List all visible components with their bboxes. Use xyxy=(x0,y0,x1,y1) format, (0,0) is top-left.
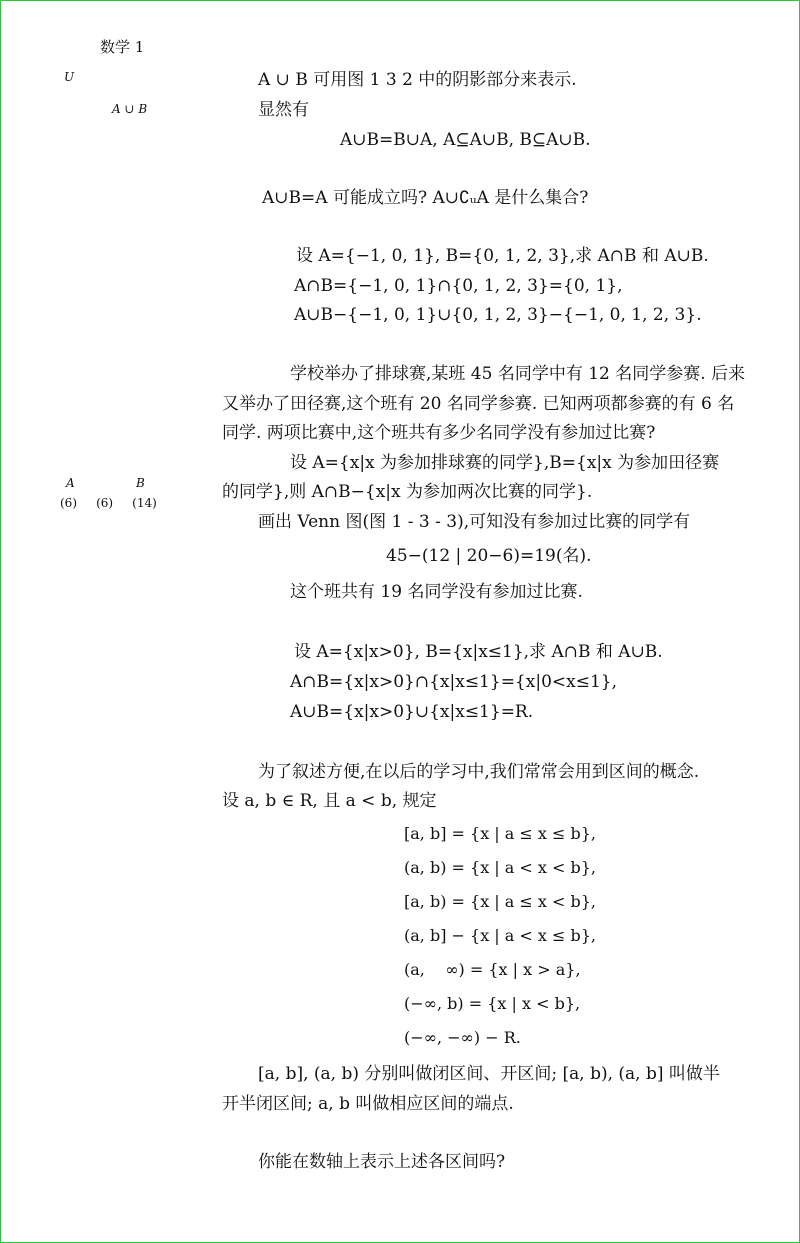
venn-label-universe: U xyxy=(64,70,75,84)
interval-names-line2: 开半闭区间; a, b 叫做相应区间的端点. xyxy=(222,1094,514,1114)
interval-half-open-right: [a, b) = {x | a ≤ x < b}, xyxy=(404,892,597,911)
example1-union: A∪B−{−1, 0, 1}∪{0, 1, 2, 3}−{−1, 0, 1, 2, 3}. xyxy=(294,305,702,325)
example2-line5: 的同学},则 A∩B−{x|x 为参加两次比赛的同学}. xyxy=(222,482,593,502)
example2-line1: 学校举办了排球赛,某班 45 名同学中有 12 名同学参赛. 后来 xyxy=(290,364,746,384)
example2-line2: 又举办了田径赛,这个班有 20 名同学参赛. 已知两项都参赛的有 6 名 xyxy=(222,394,735,414)
interval-ray-left: (−∞, b) = {x | x < b}, xyxy=(404,994,581,1013)
number-line-question: 你能在数轴上表示上述各区间吗? xyxy=(258,1152,506,1172)
interval-names-line1: [a, b], (a, b) 分别叫做闭区间、开区间; [a, b), (a, b] 叫做半 xyxy=(258,1064,720,1084)
example1-intersection: A∩B={−1, 0, 1}∩{0, 1, 2, 3}={0, 1}, xyxy=(294,276,623,296)
intervals-intro2: 设 a, b ∈ R, 且 a < b, 规定 xyxy=(222,791,437,811)
example2-formula: 45−(12 | 20−6)=19(名). xyxy=(386,546,592,566)
example3-intersection: A∩B={x|x>0}∩{x|x≤1}={x|0<x≤1}, xyxy=(290,672,617,692)
example2-line3: 同学. 两项比赛中,这个班共有多少名同学没有参加过比赛? xyxy=(222,423,656,443)
example2-line6: 画出 Venn 图(图 1 - 3 - 3),可知没有参加过比赛的同学有 xyxy=(258,512,691,532)
intervals-intro1: 为了叙述方便,在以后的学习中,我们常常会用到区间的概念. xyxy=(258,762,700,782)
example3-problem: 设 A={x|x>0}, B={x|x≤1},求 A∩B 和 A∪B. xyxy=(294,642,663,662)
obviously-text: 显然有 xyxy=(258,100,309,120)
union-properties: A∪B=B∪A, A⊆A∪B, B⊆A∪B. xyxy=(340,130,591,150)
interval-real-line: (−∞, −∞) − R. xyxy=(404,1028,521,1047)
interval-half-open-left: (a, b] − {x | a < x ≤ b}, xyxy=(404,926,597,945)
venn-label-b: B xyxy=(136,476,145,490)
union-shading-text: A ∪ B 可用图 1 3 2 中的阴影部分来表示. xyxy=(258,70,577,90)
venn-label-union: A ∪ B xyxy=(112,102,148,116)
example2-line4: 设 A={x|x 为参加排球赛的同学},B={x|x 为参加田径赛 xyxy=(290,453,720,473)
example1-problem: 设 A={−1, 0, 1}, B={0, 1, 2, 3},求 A∩B 和 A∪B. xyxy=(296,246,709,266)
example2-answer: 这个班共有 19 名同学没有参加过比赛. xyxy=(290,582,583,602)
header-title: 数学 1 xyxy=(100,38,145,56)
interval-ray-right: (a, ∞) = {x | x > a}, xyxy=(404,960,581,979)
example3-union: A∪B={x|x>0}∪{x|x≤1}=R. xyxy=(290,702,534,722)
think-question: A∪B=A 可能成立吗? A∪∁ᵤA 是什么集合? xyxy=(262,188,589,208)
venn-label-a: A xyxy=(66,476,75,490)
venn-counts: (6) (6) (14) xyxy=(60,496,157,510)
interval-open: (a, b) = {x | a < x < b}, xyxy=(404,858,597,877)
interval-closed: [a, b] = {x | a ≤ x ≤ b}, xyxy=(404,824,597,843)
